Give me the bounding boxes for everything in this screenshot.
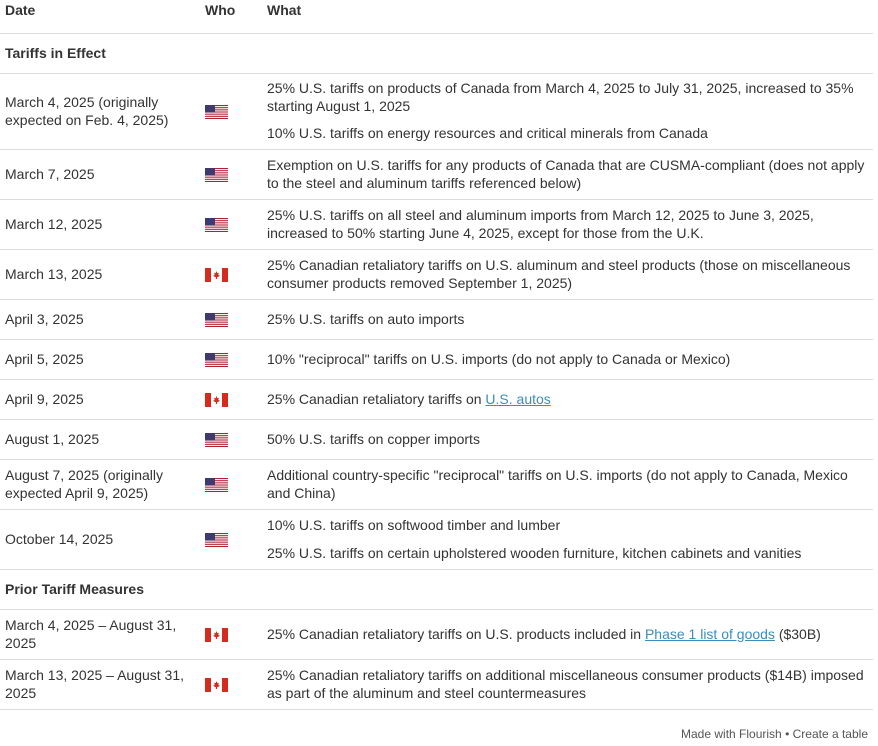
header-date[interactable]: Date bbox=[0, 0, 197, 34]
date-cell: April 5, 2025 bbox=[0, 340, 197, 380]
table-row bbox=[0, 74, 873, 150]
who-cell bbox=[197, 460, 261, 510]
table-row bbox=[0, 300, 873, 340]
header-row bbox=[0, 0, 873, 34]
canada-flag-icon bbox=[205, 393, 228, 407]
what-cell bbox=[261, 610, 873, 660]
what-text: 10% U.S. tariffs on energy resources and critical minerals from Canada bbox=[267, 125, 708, 142]
us-flag-icon bbox=[205, 433, 228, 447]
canada-flag-icon bbox=[205, 268, 228, 282]
what-cell: 25% U.S. tariffs on all steel and aluminum imports from March 12, 2025 to June 3, 2025, increased to 50% starting June 4, 2025, except for those from the U.K. bbox=[261, 200, 873, 250]
what-cell bbox=[261, 74, 873, 150]
what-cell: Exemption on U.S. tariffs for any products of Canada that are CUSMA-compliant (does not apply to the steel and aluminum tariffs referenced below) bbox=[261, 150, 873, 200]
table-row bbox=[0, 610, 873, 660]
who-cell bbox=[197, 340, 261, 380]
table-row bbox=[0, 420, 873, 460]
section-row-in-effect bbox=[0, 34, 873, 74]
canada-flag-icon bbox=[205, 678, 228, 692]
what-text: 25% Canadian retaliatory tariffs on bbox=[267, 390, 486, 407]
date-cell: August 7, 2025 (originally expected April 9, 2025) bbox=[0, 460, 197, 510]
what-cell bbox=[261, 510, 873, 570]
table-row bbox=[0, 660, 873, 710]
section-title: Tariffs in Effect bbox=[0, 34, 873, 74]
what-text: 25% Canadian retaliatory tariffs on U.S. products included in bbox=[267, 625, 645, 642]
what-cell: 25% Canadian retaliatory tariffs on additional miscellaneous consumer products ($14B) imposed as part of the aluminum and steel countermeasures bbox=[261, 660, 873, 710]
table-row bbox=[0, 510, 873, 570]
date-cell: March 13, 2025 bbox=[0, 250, 197, 300]
flourish-footer bbox=[681, 727, 868, 741]
what-cell: Additional country-specific "reciprocal" tariffs on U.S. imports (do not apply to Canada, Mexico and China) bbox=[261, 460, 873, 510]
what-cell bbox=[261, 380, 873, 420]
date-cell: April 3, 2025 bbox=[0, 300, 197, 340]
date-cell: March 4, 2025 – August 31, 2025 bbox=[0, 610, 197, 660]
who-cell bbox=[197, 380, 261, 420]
who-cell bbox=[197, 200, 261, 250]
table-row bbox=[0, 250, 873, 300]
header-what[interactable]: What bbox=[261, 0, 873, 34]
table-row bbox=[0, 460, 873, 510]
what-cell: 25% U.S. tariffs on auto imports bbox=[261, 300, 873, 340]
date-cell: March 12, 2025 bbox=[0, 200, 197, 250]
date-cell: March 4, 2025 (originally expected on Feb. 4, 2025) bbox=[0, 74, 197, 150]
us-flag-icon bbox=[205, 313, 228, 327]
us-flag-icon bbox=[205, 105, 228, 119]
what-text: ($30B) bbox=[774, 625, 821, 642]
who-cell bbox=[197, 420, 261, 460]
what-cell: 50% U.S. tariffs on copper imports bbox=[261, 420, 873, 460]
who-cell bbox=[197, 300, 261, 340]
create-table-link[interactable]: Create a table bbox=[792, 727, 868, 741]
what-text: 25% U.S. tariffs on certain upholstered wooden furniture, kitchen cabinets and vanities bbox=[267, 544, 802, 561]
us-flag-icon bbox=[205, 478, 228, 492]
table-row bbox=[0, 200, 873, 250]
section-title: Prior Tariff Measures bbox=[0, 570, 873, 610]
us-autos-link[interactable]: U.S. autos bbox=[485, 390, 551, 407]
section-row-prior bbox=[0, 570, 873, 610]
phase-1-list-link[interactable]: Phase 1 list of goods bbox=[644, 625, 775, 642]
date-cell: October 14, 2025 bbox=[0, 510, 197, 570]
who-cell bbox=[197, 660, 261, 710]
date-cell: March 13, 2025 – August 31, 2025 bbox=[0, 660, 197, 710]
who-cell bbox=[197, 610, 261, 660]
made-with-flourish-link[interactable]: Made with Flourish bbox=[681, 727, 782, 741]
date-cell: April 9, 2025 bbox=[0, 380, 197, 420]
table-row bbox=[0, 380, 873, 420]
date-cell: March 7, 2025 bbox=[0, 150, 197, 200]
what-text: 10% U.S. tariffs on softwood timber and lumber bbox=[267, 517, 561, 533]
who-cell bbox=[197, 150, 261, 200]
canada-flag-icon bbox=[205, 628, 228, 642]
table-row bbox=[0, 340, 873, 380]
us-flag-icon bbox=[205, 168, 228, 182]
table-row bbox=[0, 150, 873, 200]
who-cell bbox=[197, 250, 261, 300]
what-cell: 10% "reciprocal" tariffs on U.S. imports (do not apply to Canada or Mexico) bbox=[261, 340, 873, 380]
footer-separator: • bbox=[781, 727, 793, 741]
who-cell bbox=[197, 510, 261, 570]
who-cell bbox=[197, 74, 261, 150]
date-cell: August 1, 2025 bbox=[0, 420, 197, 460]
us-flag-icon bbox=[205, 353, 228, 367]
what-cell: 25% Canadian retaliatory tariffs on U.S. aluminum and steel products (those on miscellaneous consumer products removed September 1, 2025) bbox=[261, 250, 873, 300]
header-who[interactable]: Who bbox=[197, 0, 261, 34]
us-flag-icon bbox=[205, 218, 228, 232]
what-text: 25% U.S. tariffs on products of Canada from March 4, 2025 to July 31, 2025, increased to 35% starting August 1, 2025 bbox=[267, 80, 854, 114]
us-flag-icon bbox=[205, 533, 228, 547]
